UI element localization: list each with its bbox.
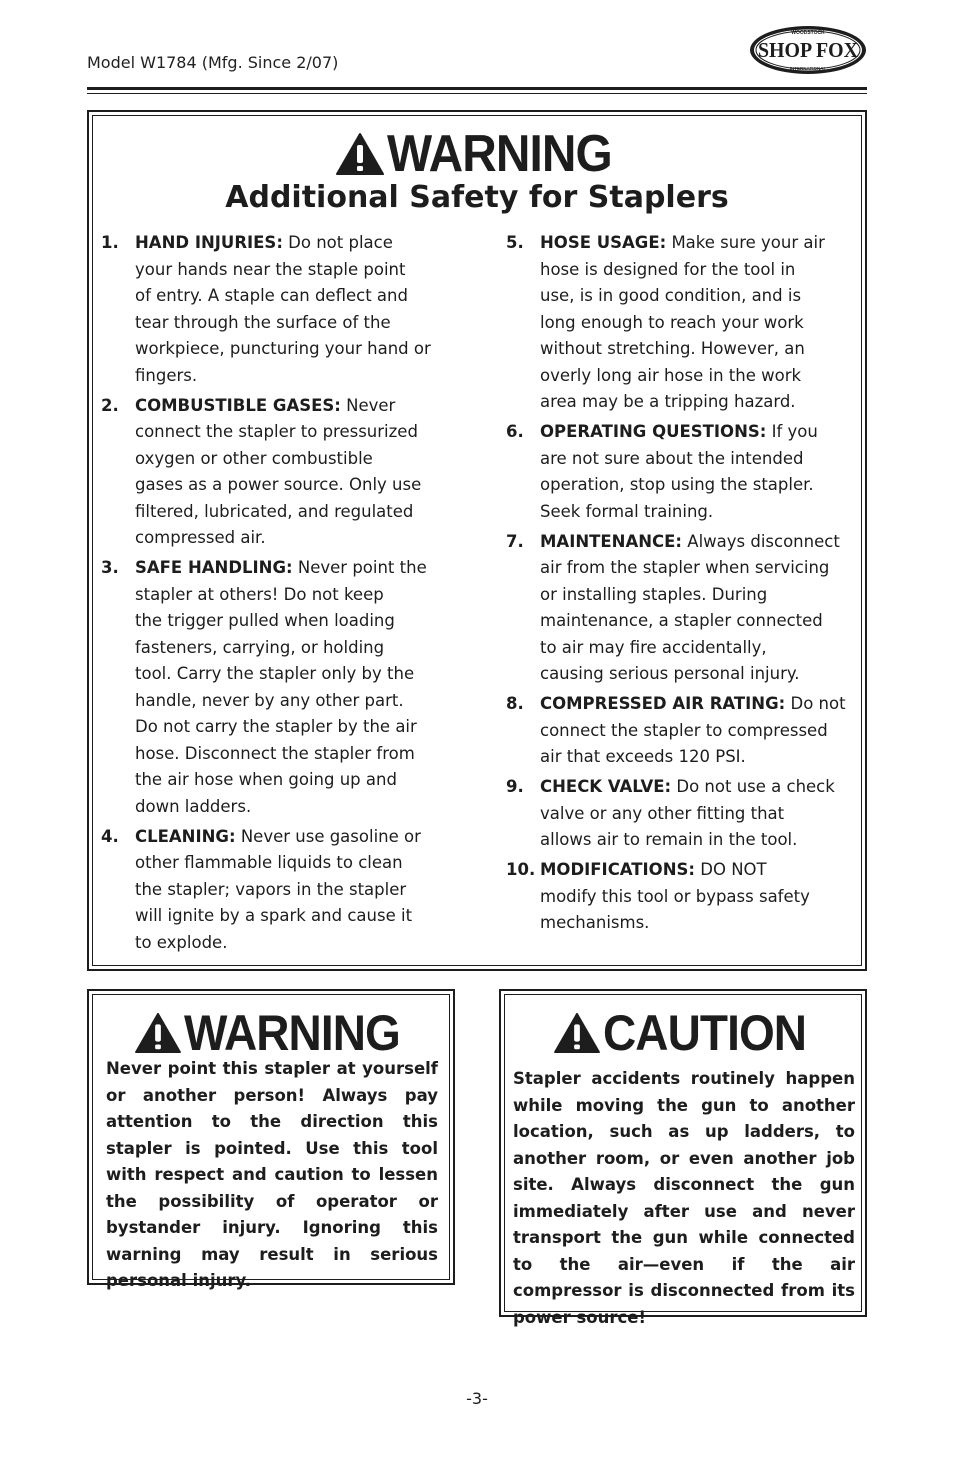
item-body <box>540 774 851 854</box>
item-text: Never use gasoline or <box>235 826 421 846</box>
left-column <box>101 230 453 960</box>
item-line: use, is in good condition, and is <box>540 286 802 305</box>
safety-list-item <box>506 529 851 688</box>
item-line: your hands near the staple point <box>135 259 406 279</box>
item-line <box>540 774 851 801</box>
main-warning-title: Additional Safety for Staplers <box>225 180 729 215</box>
item-body <box>540 691 851 771</box>
item-lead: COMBUSTIBLE GASES: <box>135 395 341 415</box>
main-warning-box <box>87 110 867 971</box>
safety-list-item <box>506 774 851 854</box>
header-rule-thick <box>87 87 867 90</box>
item-line: Seek formal training. <box>540 501 714 521</box>
item-line: the trigger pulled when loading <box>135 611 395 630</box>
item-line <box>540 419 851 446</box>
item-line <box>540 529 851 556</box>
item-line: workpiece, puncturing your hand or <box>135 339 431 358</box>
item-number: 10. <box>506 860 536 879</box>
item-text: Never point the <box>292 558 427 577</box>
item-line <box>135 824 453 851</box>
bottom-warning-heading <box>89 1005 453 1061</box>
item-line: air from the stapler when servicing <box>540 558 830 577</box>
header-rule-thin <box>87 93 867 94</box>
bottom-caution-box <box>499 989 867 1327</box>
item-line: causing serious personal injury. <box>540 664 800 683</box>
safety-list-item <box>506 230 851 416</box>
item-line: hose is designed for the tool in <box>540 259 796 279</box>
item-text: Do not place <box>282 233 393 252</box>
item-line: tear through the surface of the <box>135 312 391 332</box>
item-line: down ladders. <box>135 796 252 816</box>
right-column <box>506 230 851 940</box>
page-number: -3- <box>466 1389 488 1408</box>
safety-list-item <box>101 230 453 389</box>
item-line <box>135 393 453 420</box>
item-number: 8. <box>506 694 524 713</box>
item-body <box>135 555 453 820</box>
safety-list-item <box>506 857 851 937</box>
item-lead: HOSE USAGE: <box>540 233 667 252</box>
item-line: connect the stapler to compressed <box>540 720 828 740</box>
item-line: air that exceeds 120 PSI. <box>540 747 746 766</box>
item-number: 3. <box>101 558 119 577</box>
item-text: Do not use a check <box>671 777 835 796</box>
item-body <box>540 419 851 525</box>
item-line: overly long air hose in the work <box>540 365 802 385</box>
item-text: Do not <box>785 694 846 713</box>
item-line: the air hose when going up and <box>135 770 397 789</box>
item-line <box>135 230 453 257</box>
safety-list-item <box>506 419 851 525</box>
item-lead: COMPRESSED AIR RATING: <box>540 694 786 713</box>
item-body <box>540 857 851 937</box>
item-line: compressed air. <box>135 528 266 547</box>
warning-triangle-icon <box>134 1012 182 1054</box>
item-lead: CHECK VALVE: <box>540 777 672 796</box>
item-lead: HAND INJURIES: <box>135 233 283 252</box>
item-line: will ignite by a spark and cause it <box>135 906 413 925</box>
item-line: without stretching. However, an <box>540 339 805 358</box>
item-body <box>540 230 851 416</box>
item-body <box>135 824 453 957</box>
item-number: 2. <box>101 395 119 415</box>
model-line: Model W1784 (Mfg. Since 2/07) <box>87 53 339 72</box>
item-line: modify this tool or bypass safety <box>540 886 810 906</box>
item-number: 5. <box>506 233 524 252</box>
item-text: Always disconnect <box>682 531 840 551</box>
item-body <box>540 529 851 688</box>
item-line: long enough to reach your work <box>540 312 804 332</box>
item-line: mechanisms. <box>540 913 650 932</box>
item-line <box>540 857 851 884</box>
bottom-warning-text: Never point this stapler at yourself or another person! Always pay attention to the direction this stapler is pointed. Use this tool with respect and caution to lessen the possibility of operator or bystander injury. Ignoring this warning may result in serious personal injury. <box>106 1059 438 1290</box>
logo-text: SHOP FOX <box>758 38 858 62</box>
item-lead: OPERATING QUESTIONS: <box>540 422 767 441</box>
item-line: connect the stapler to pressurized <box>135 422 418 441</box>
item-number: 6. <box>506 422 524 441</box>
item-lead: MODIFICATIONS: <box>540 860 696 879</box>
logo-arc-bottom: INTERNATIONAL <box>789 66 827 71</box>
item-line: operation, stop using the stapler. <box>540 475 814 494</box>
bottom-caution-signal-word: CAUTION <box>603 1005 807 1061</box>
item-lead: MAINTENANCE: <box>540 531 683 551</box>
item-line <box>540 230 851 257</box>
item-line: the stapler; vapors in the stapler <box>135 879 407 899</box>
bottom-warning-signal-word: WARNING <box>184 1005 400 1061</box>
item-number: 9. <box>506 777 524 796</box>
item-line: Do not carry the stapler by the air <box>135 717 417 736</box>
item-line: of entry. A staple can deflect and <box>135 286 408 305</box>
item-number: 1. <box>101 233 119 252</box>
item-line: maintenance, a stapler connected <box>540 611 823 630</box>
bottom-warning-box <box>87 989 455 1290</box>
item-line: gases as a power source. Only use <box>135 475 422 494</box>
item-text: If you <box>766 422 818 441</box>
item-line: fingers. <box>135 365 198 385</box>
logo-arc-top: WOODSTOCK <box>791 30 825 36</box>
item-body <box>135 230 453 389</box>
item-line: tool. Carry the stapler only by the <box>135 664 415 683</box>
shop-fox-logo <box>748 24 868 76</box>
item-line: hose. Disconnect the stapler from <box>135 743 415 763</box>
item-line: other flammable liquids to clean <box>135 853 403 872</box>
item-line: stapler at others! Do not keep <box>135 584 384 604</box>
item-lead: SAFE HANDLING: <box>135 558 293 577</box>
safety-list-item <box>101 393 453 552</box>
item-line: area may be a tripping hazard. <box>540 392 796 411</box>
item-line: filtered, lubricated, and regulated <box>135 501 414 521</box>
item-line: to air may fire accidentally, <box>540 637 767 657</box>
item-line: are not sure about the intended <box>540 448 804 468</box>
item-line: fasteners, carrying, or holding <box>135 637 385 657</box>
item-line <box>540 691 851 718</box>
item-number: 4. <box>101 826 119 846</box>
item-text: DO NOT <box>695 860 767 879</box>
item-lead: CLEANING: <box>135 826 236 846</box>
item-body <box>135 393 453 552</box>
bottom-caution-heading <box>501 1005 865 1061</box>
item-line: valve or any other fitting that <box>540 803 785 823</box>
bottom-caution-text: Stapler accidents routinely happen while moving the gun to another location, such as up ladders, to another room, or even another job site. Always disconnect the gun immediately after use and never transport the gun while connected to the air—even if the air compressor is disconnected from its power source! <box>513 1069 855 1327</box>
main-warning-signal-word: WARNING <box>387 125 612 183</box>
item-text: Make sure your air <box>666 233 825 252</box>
item-number: 7. <box>506 531 524 551</box>
item-line: oxygen or other combustible <box>135 448 373 468</box>
main-warning-heading <box>89 126 865 182</box>
item-line <box>135 555 453 582</box>
item-line: allows air to remain in the tool. <box>540 830 798 849</box>
caution-triangle-icon <box>553 1012 601 1054</box>
safety-list-item <box>101 824 453 957</box>
item-line: handle, never by any other part. <box>135 690 404 710</box>
item-line: or installing staples. During <box>540 584 768 604</box>
safety-list-item <box>101 555 453 820</box>
item-line: to explode. <box>135 932 228 952</box>
safety-list-item <box>506 691 851 771</box>
warning-triangle-icon <box>335 132 385 176</box>
item-text: Never <box>340 395 396 415</box>
